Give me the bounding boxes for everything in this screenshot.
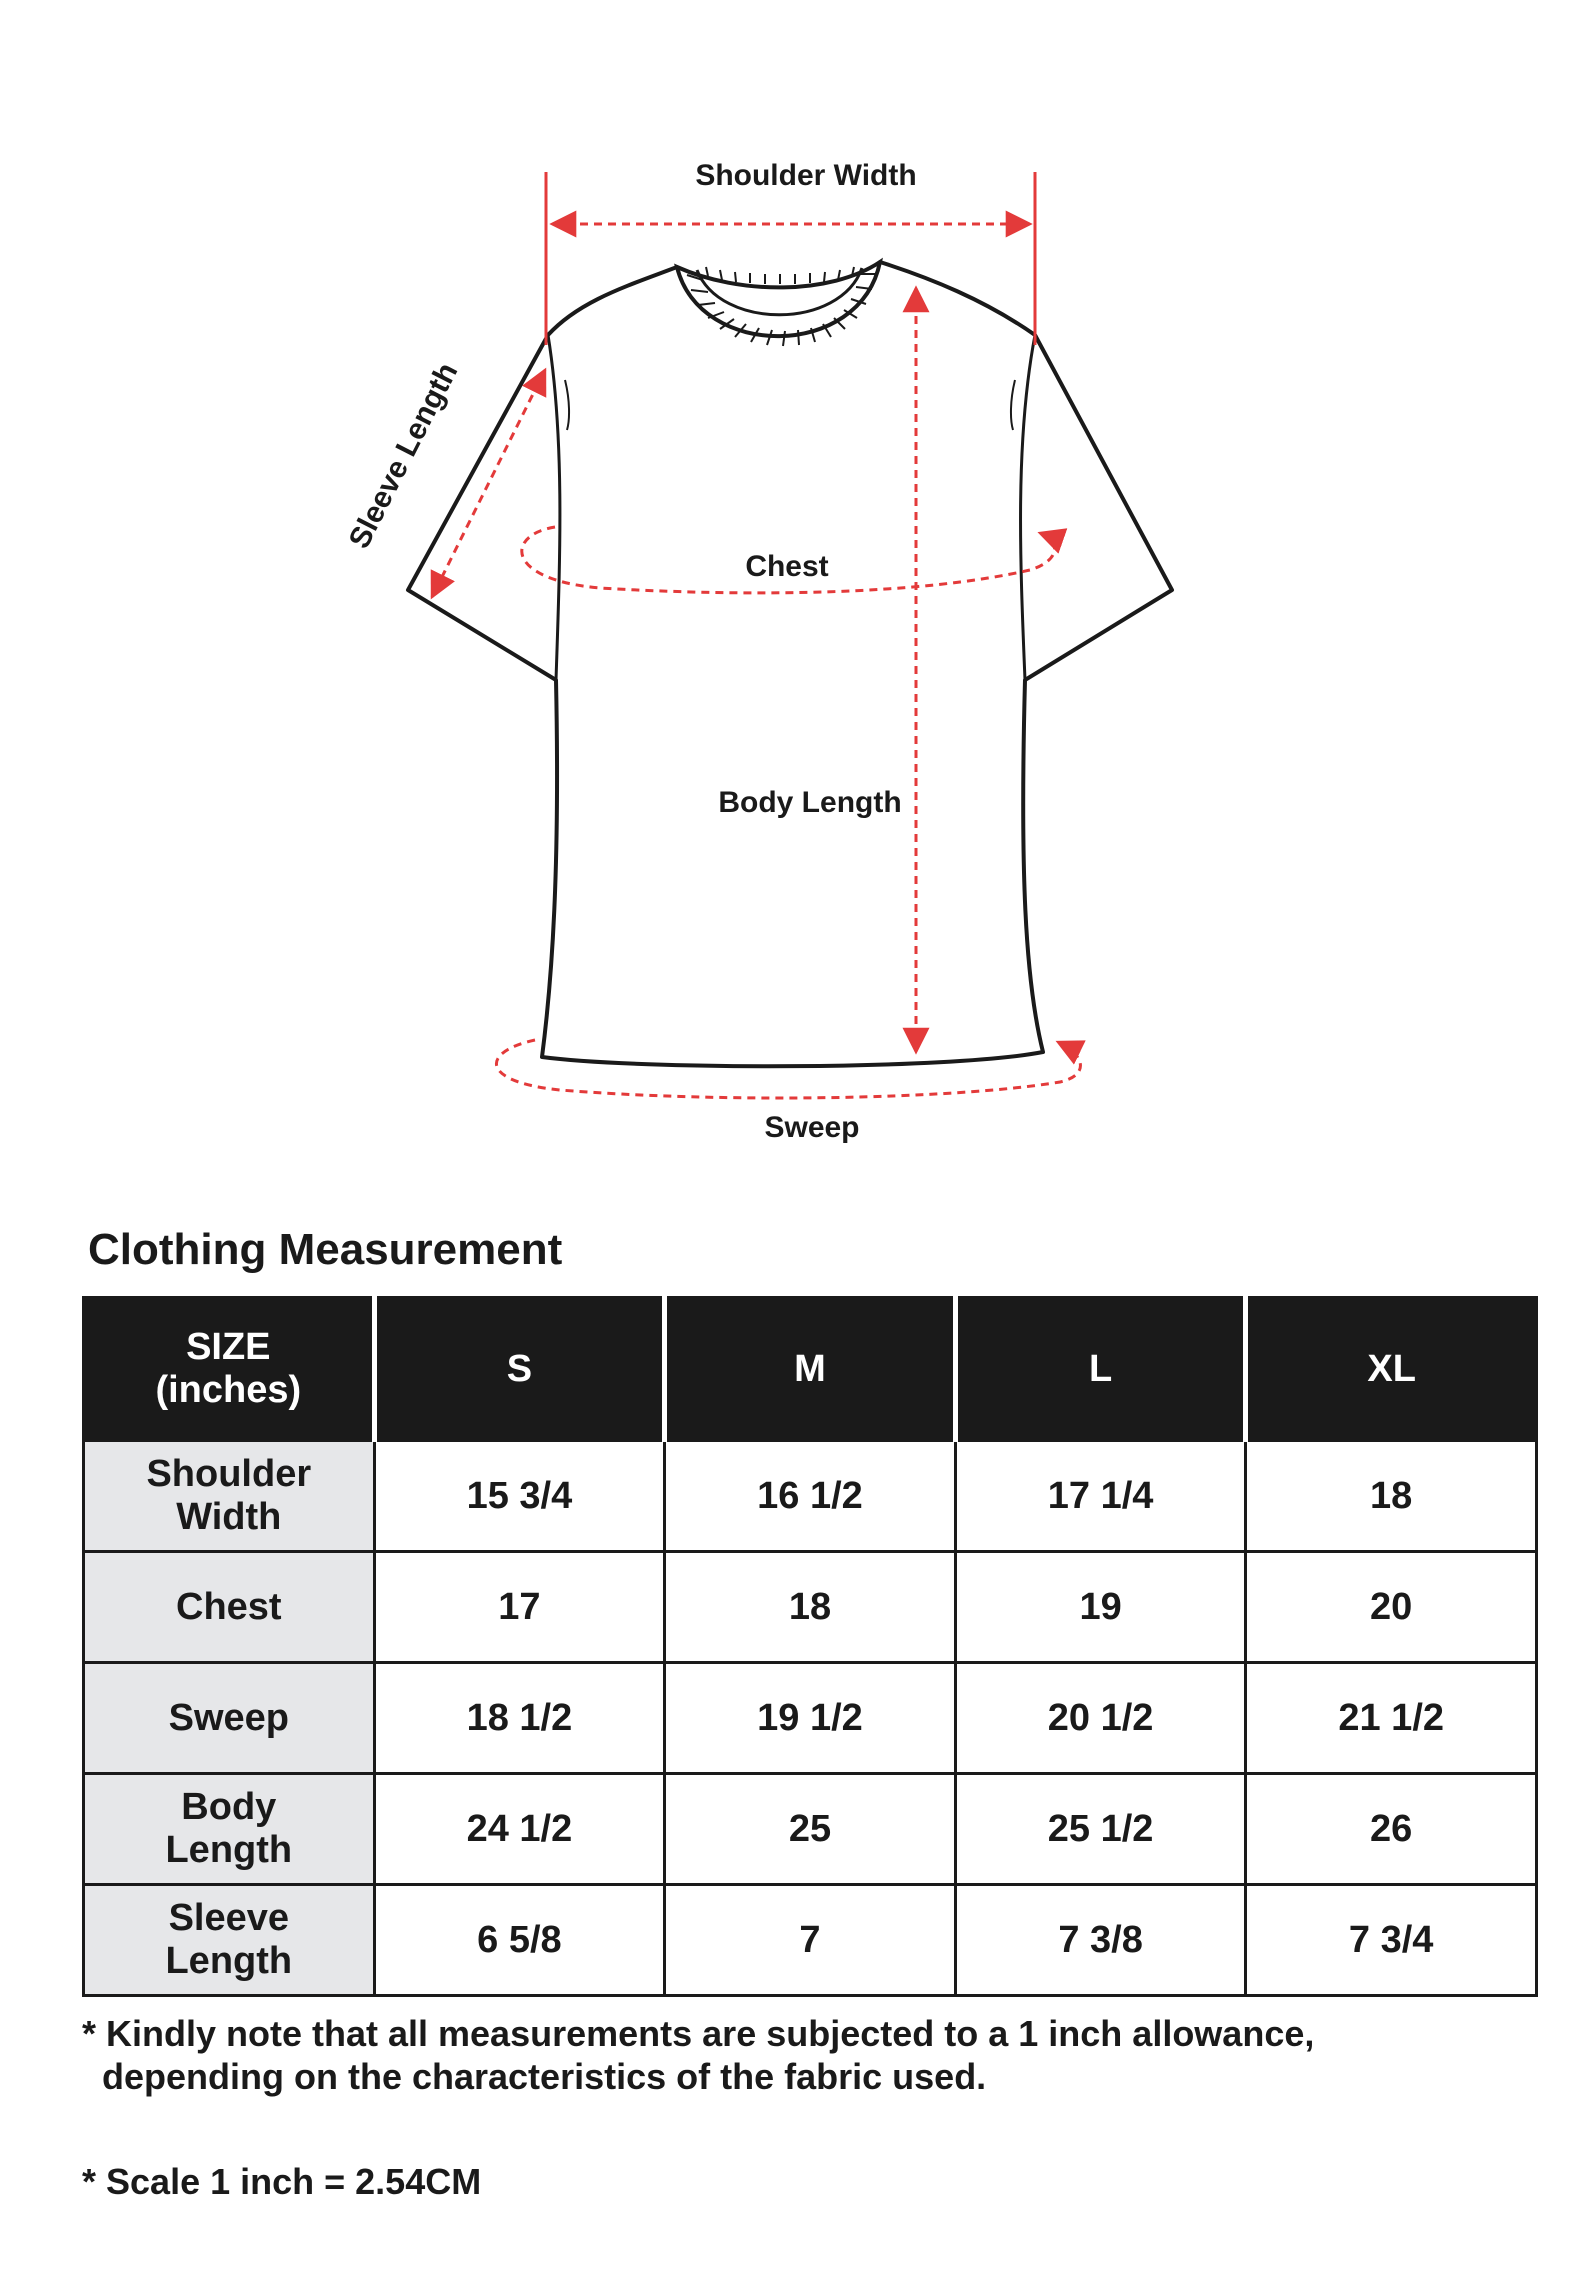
row-label-line1: Body: [181, 1786, 277, 1829]
size-col-m: M: [665, 1298, 956, 1441]
size-col-l: L: [955, 1298, 1246, 1441]
table-cell: 20 1/2: [955, 1663, 1246, 1774]
row-label-line1: Sleeve: [168, 1897, 290, 1940]
header-row: [84, 1298, 1537, 1441]
allowance-note: [82, 2012, 1382, 2098]
table-cell: 15 3/4: [374, 1441, 665, 1552]
size-col-xl: XL: [1246, 1298, 1537, 1441]
row-label-line1: Shoulder: [146, 1453, 312, 1496]
sleeve-length-label: Sleeve Length: [342, 357, 465, 554]
table-row-chest: [84, 1552, 1537, 1663]
row-label-line2: Length: [165, 1940, 293, 1982]
table-cell: 6 5/8: [374, 1885, 665, 1996]
row-label: [84, 1441, 375, 1552]
sweep-measure: [496, 1040, 1080, 1098]
chest-label: Chest: [745, 550, 829, 583]
row-label-line1: Chest: [176, 1585, 282, 1628]
table-cell: 7: [665, 1885, 956, 1996]
table-row-shoulder-width: [84, 1441, 1537, 1552]
tshirt-outline: [408, 262, 1172, 1066]
size-header-line1: SIZE: [186, 1326, 271, 1369]
scale-note: * Scale 1 inch = 2.54CM: [82, 2161, 482, 2202]
table-cell: 26: [1246, 1774, 1537, 1885]
table-cell: 18: [1246, 1441, 1537, 1552]
size-header-line2: (inches): [155, 1369, 302, 1411]
size-col-s: S: [374, 1298, 665, 1441]
table-row-sleeve-length: [84, 1885, 1537, 1996]
table-cell: 18: [665, 1552, 956, 1663]
size-chart-table: [82, 1296, 1538, 1997]
table-cell: 24 1/2: [374, 1774, 665, 1885]
table-cell: 25: [665, 1774, 956, 1885]
table-cell: 17 1/4: [955, 1441, 1246, 1552]
row-label: [84, 1663, 375, 1774]
row-label-line2: Length: [165, 1829, 293, 1871]
shoulder-width-label: Shoulder Width: [695, 159, 917, 192]
table-cell: 19: [955, 1552, 1246, 1663]
row-label: [84, 1552, 375, 1663]
table-cell: 21 1/2: [1246, 1663, 1537, 1774]
table-cell: 17: [374, 1552, 665, 1663]
row-label-line2: Width: [176, 1496, 282, 1538]
table-cell: 19 1/2: [665, 1663, 956, 1774]
table-row-sweep: [84, 1663, 1537, 1774]
table-cell: 18 1/2: [374, 1663, 665, 1774]
table-cell: 7 3/4: [1246, 1885, 1537, 1996]
row-label-line1: Sweep: [168, 1696, 289, 1739]
body-length-label: Body Length: [718, 786, 902, 819]
table-cell: 16 1/2: [665, 1441, 956, 1552]
size-header-cell: [84, 1298, 375, 1441]
row-label: [84, 1774, 375, 1885]
table-cell: 7 3/8: [955, 1885, 1246, 1996]
row-label: [84, 1885, 375, 1996]
allowance-note-line1: * Kindly note that all measurements are subjected to a 1 inch allowance,: [82, 2013, 1315, 2054]
section-title: Clothing Measurement: [88, 1225, 563, 1274]
table-row-body-length: [84, 1774, 1537, 1885]
table-cell: 20: [1246, 1552, 1537, 1663]
allowance-note-line2: depending on the characteristics of the fabric used.: [102, 2056, 987, 2098]
table-cell: 25 1/2: [955, 1774, 1246, 1885]
collar-rib: [677, 262, 880, 346]
sweep-label: Sweep: [764, 1111, 860, 1144]
